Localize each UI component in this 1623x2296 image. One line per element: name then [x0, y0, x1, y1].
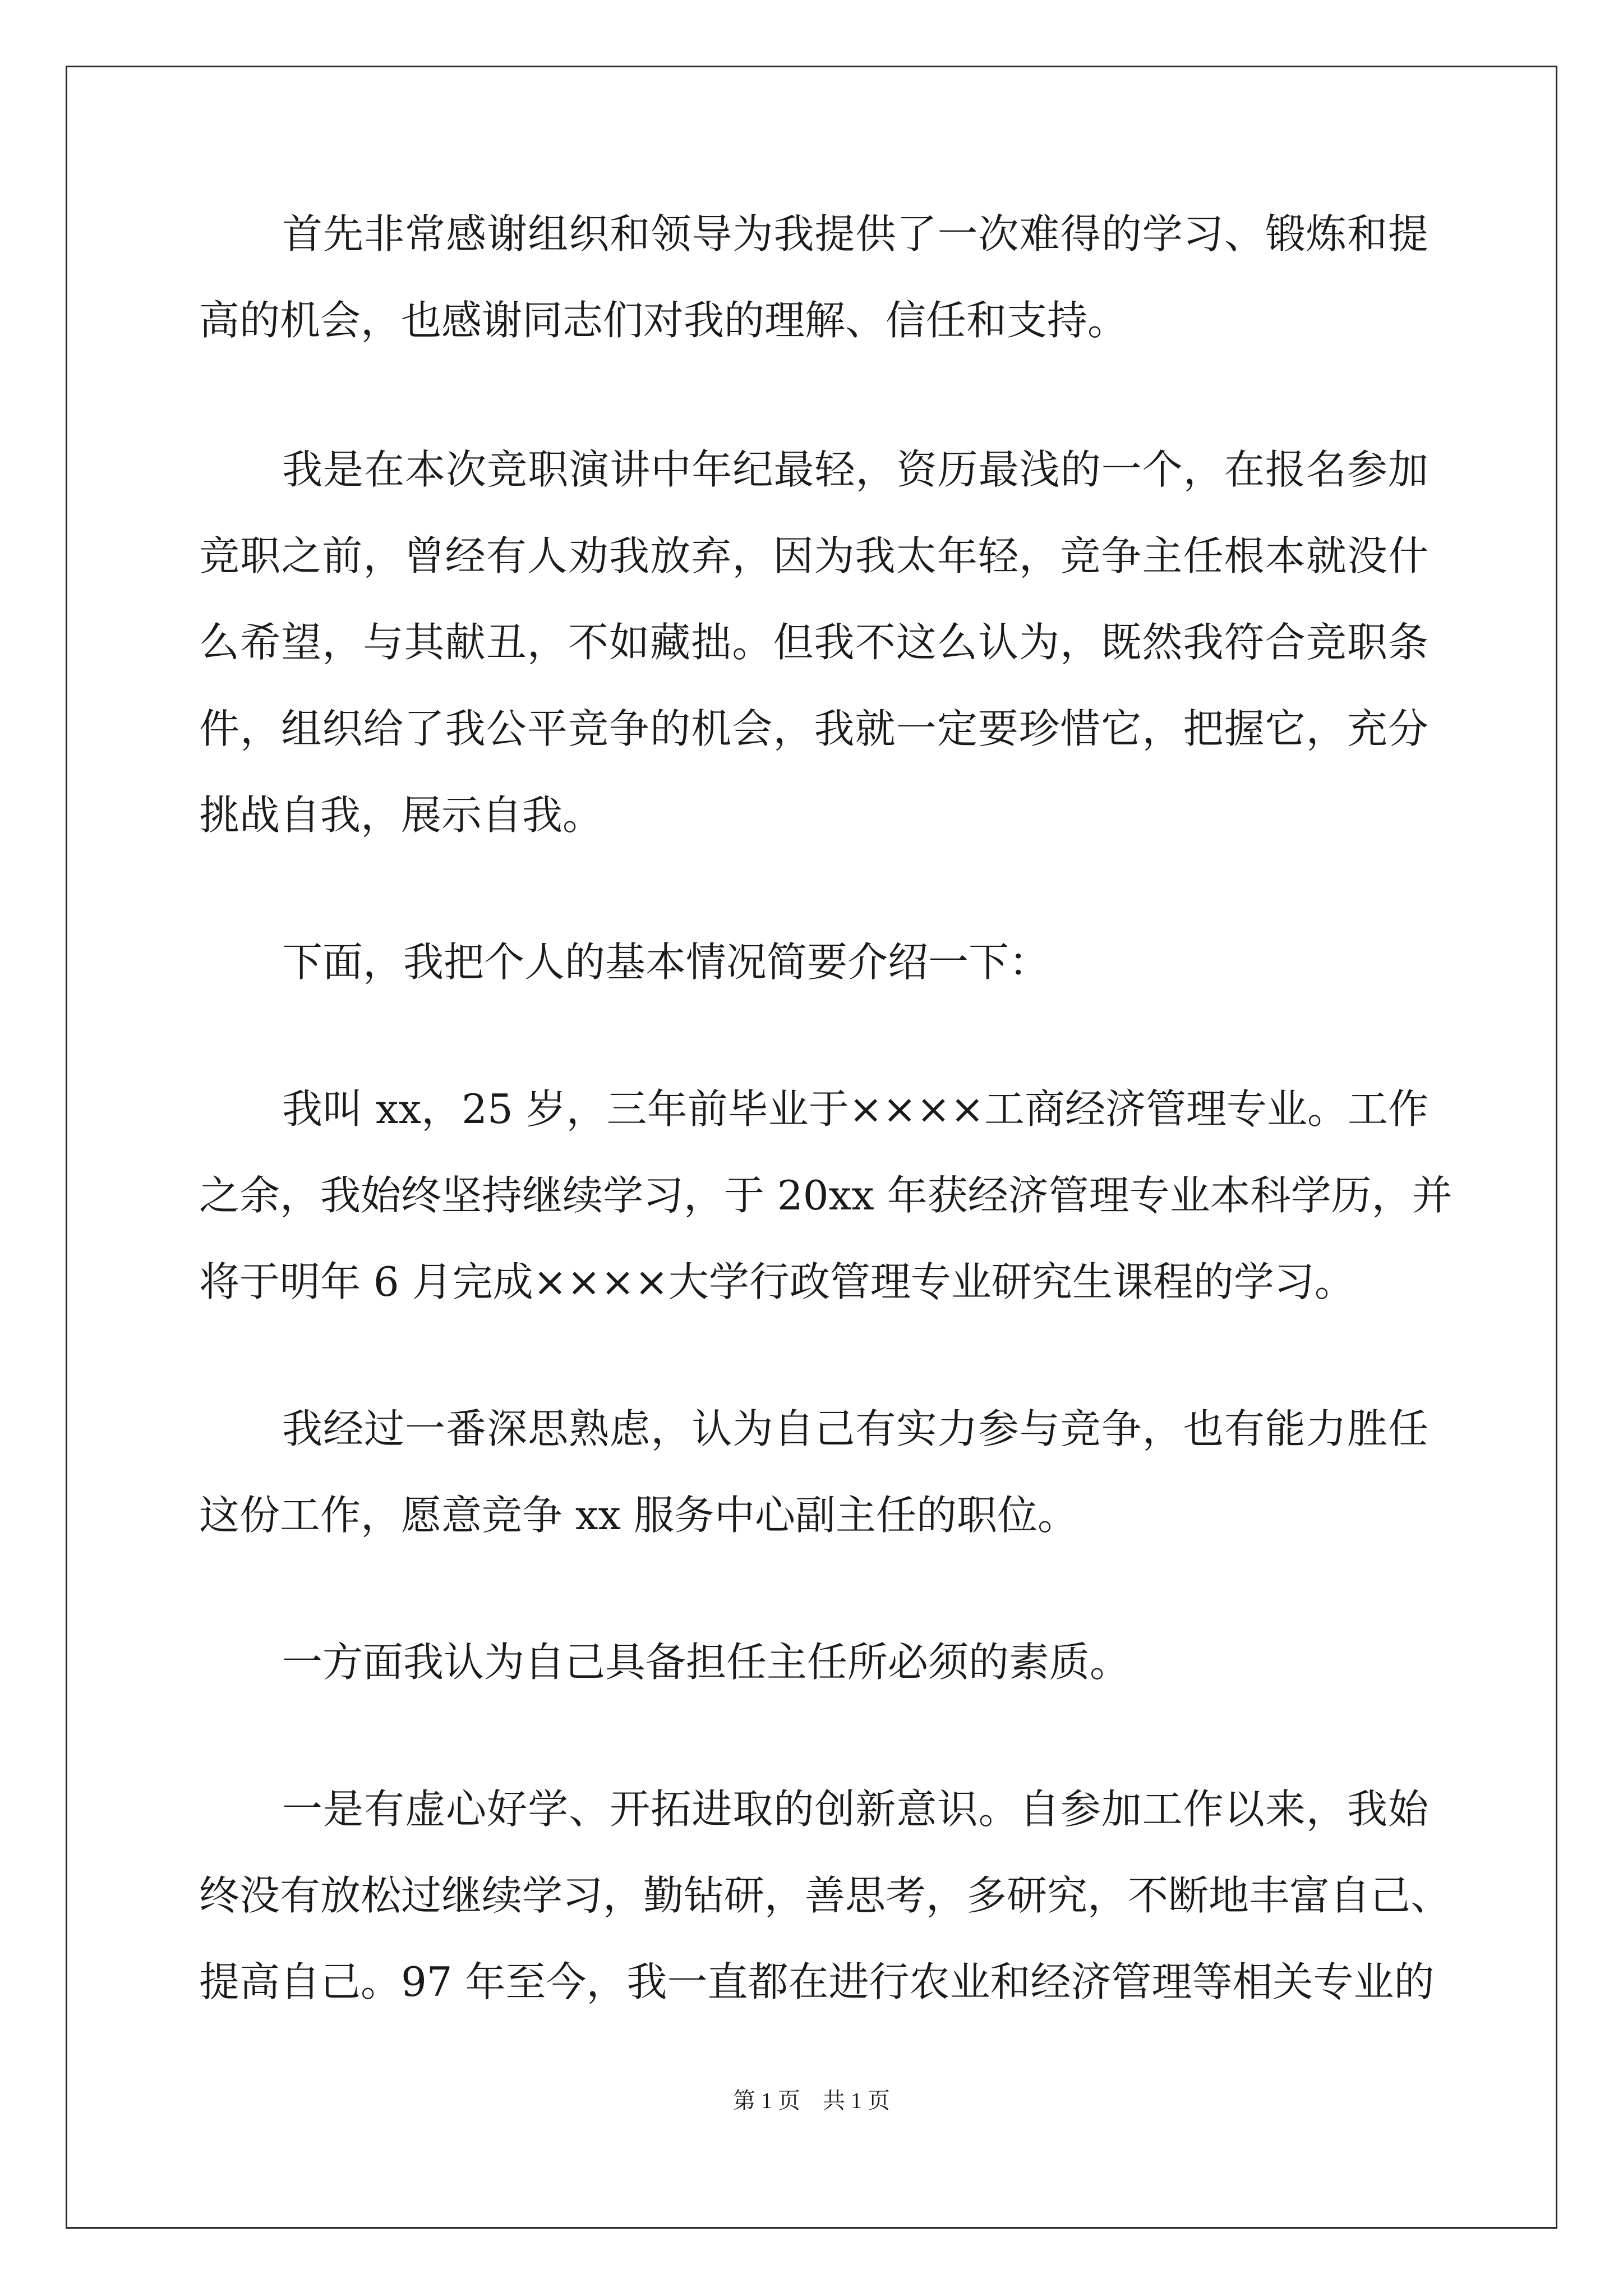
- text-line: 一是有虚心好学、开拓进取的创新意识。自参加工作以来，我始: [282, 1786, 1428, 1833]
- text-line: 我叫 xx，25 岁，三年前毕业于××××工商经济管理专业。工作: [282, 1085, 1428, 1133]
- text-line: 下面，我把个人的基本情况简要介绍一下：: [282, 938, 1050, 986]
- text-line: 么希望，与其献丑，不如藏拙。但我不这么认为，既然我符合竞职条: [199, 619, 1428, 666]
- text-line: 挑战自我，展示自我。: [199, 792, 603, 839]
- text-line: 我是在本次竞职演讲中年纪最轻，资历最浅的一个，在报名参加: [282, 446, 1428, 493]
- text-line: 我经过一番深思熟虑，认为自己有实力参与竞争，也有能力胜任: [282, 1405, 1428, 1452]
- text-line: 竞职之前，曾经有人劝我放弃，因为我太年轻，竞争主任根本就没什: [199, 532, 1428, 579]
- text-line: 之余，我始终坚持继续学习，于 20xx 年获经济管理专业本科学历，并: [199, 1172, 1453, 1219]
- text-line: 首先非常感谢组织和领导为我提供了一次难得的学习、锻炼和提: [282, 210, 1428, 257]
- text-line: 件，组织给了我公平竞争的机会，我就一定要珍惜它，把握它，充分: [199, 705, 1428, 752]
- text-line: 提高自己。97 年至今，我一直都在进行农业和经济管理等相关专业的: [199, 1958, 1435, 2005]
- text-line: 将于明年 6 月完成××××大学行政管理专业研究生课程的学习。: [199, 1258, 1355, 1305]
- text-line: 一方面我认为自己具备担任主任所必须的素质。: [282, 1639, 1131, 1686]
- text-line: 这份工作，愿意竞争 xx 服务中心副主任的职位。: [199, 1492, 1078, 1539]
- text-line: 高的机会，也感谢同志们对我的理解、信任和支持。: [199, 297, 1128, 344]
- text-line: 终没有放松过继续学习，勤钻研，善思考，多研究，不断地丰富自己、: [199, 1872, 1451, 1919]
- page-number-footer: 第 1 页 共 1 页: [733, 2088, 890, 2113]
